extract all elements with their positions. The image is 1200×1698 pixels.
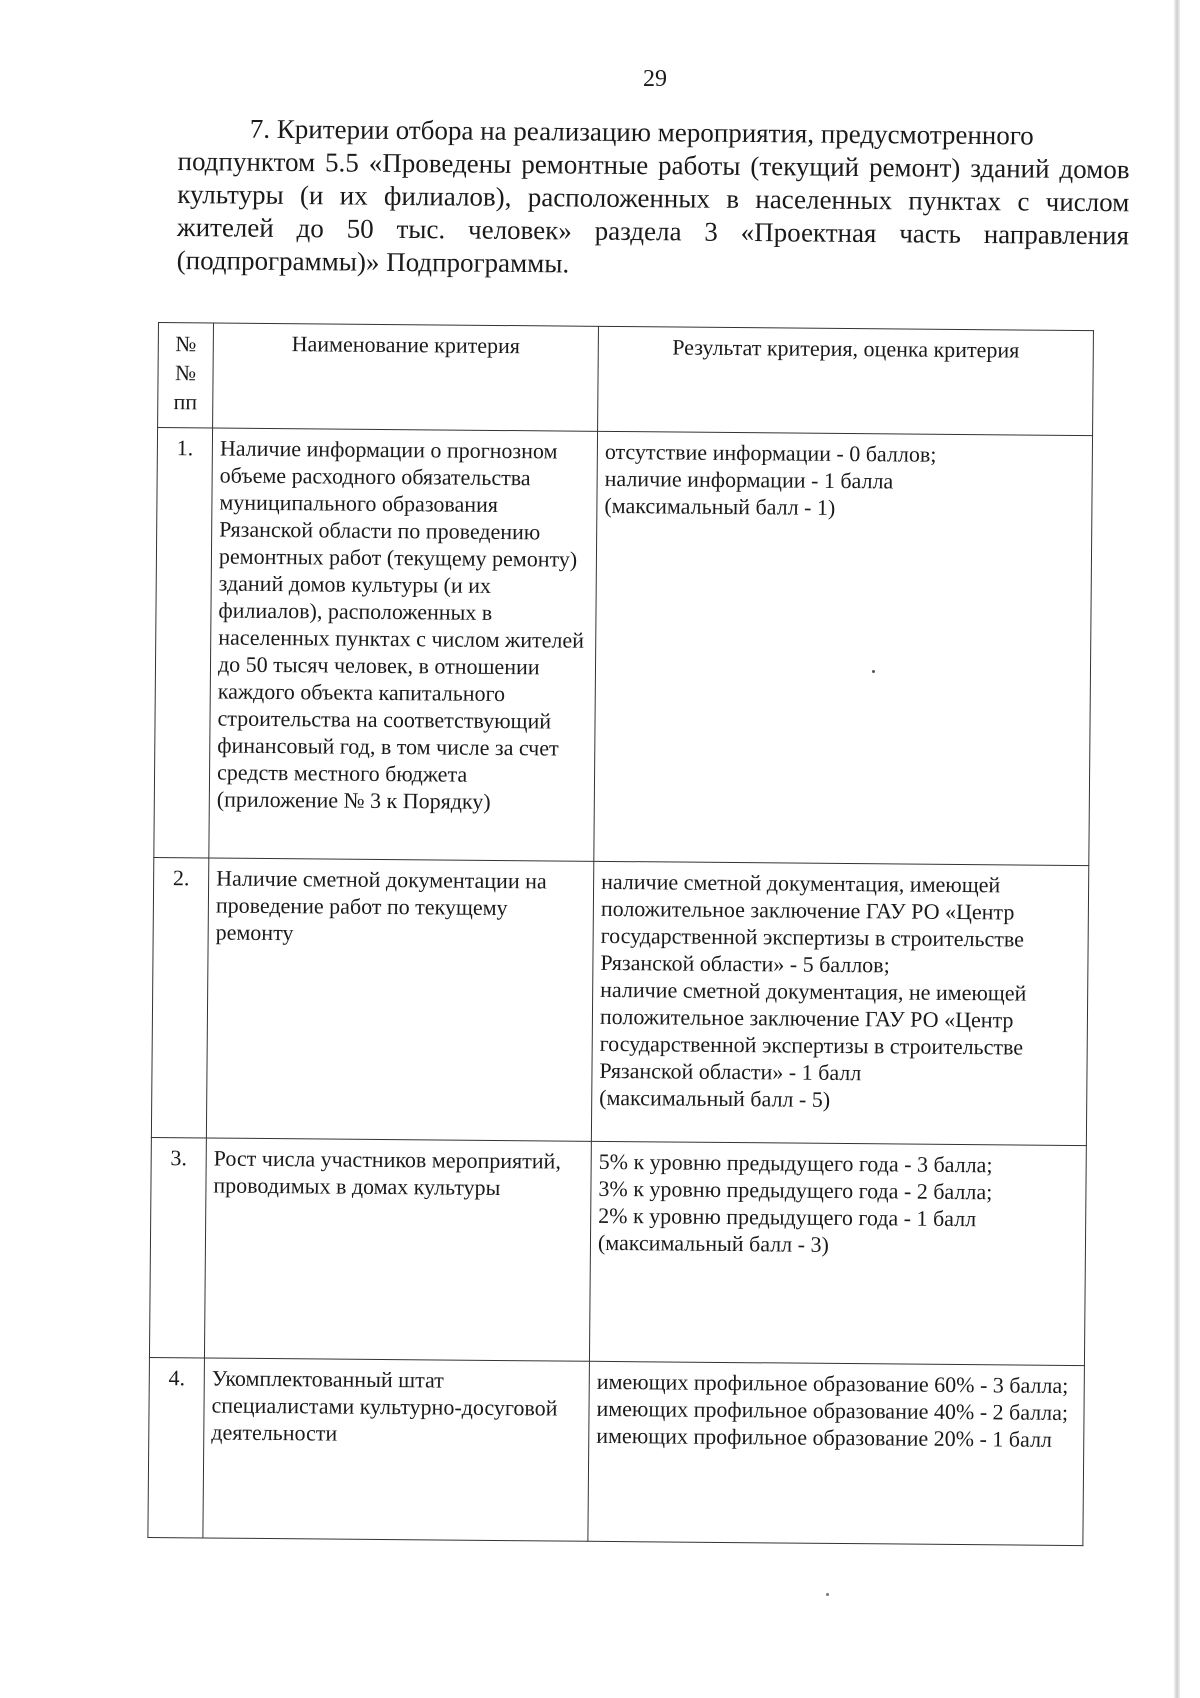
row-num: 1.: [154, 428, 213, 858]
scan-speck: [872, 670, 875, 673]
table-row: [154, 428, 1093, 866]
intro-first-line: 7. Критерии отбора на реализацию мероприятия, предусмотренного: [249, 113, 1034, 151]
row-criterion: Рост числа участников мероприятий, проводимых в домах культуры: [204, 1138, 591, 1361]
row-num: 4.: [148, 1357, 205, 1537]
row-criterion: Наличие сметной документации на проведение работ по текущему ремонту: [206, 858, 593, 1141]
header-name: Наименование критерия: [213, 323, 599, 431]
row-num: 3.: [149, 1137, 206, 1357]
intro-rest: подпунктом 5.5 «Проведены ремонтные работы (текущий ремонт) зданий домов культуры (и их филиалов), расположенных в населенных пунктах с числом жителей до 50 тыс. человек» раздела 3 «Проектная часть направления (подпрограммы)» Подпрограммы.: [176, 145, 1130, 279]
table-header-row: [158, 323, 1094, 436]
page-number: 29: [643, 66, 667, 92]
header-num: № № пп: [158, 323, 214, 428]
row-result: отсутствие информации - 0 баллов; наличие информации - 1 балла (максимальный балл - 1): [594, 431, 1093, 865]
row-result: имеющих профильное образование 60% - 3 балла; имеющих профильное образование 40% - 2 балла; имеющих профильное образование 20% - 1 балл: [588, 1361, 1085, 1545]
table-row: [151, 857, 1088, 1145]
intro-paragraph: [177, 112, 1130, 285]
row-result: наличие сметной документация, имеющей положительное заключение ГАУ РО «Центр государственной экспертизы в строительстве Рязанской области» - 5 баллов; наличие сметной документация, не имеющей положительное заключение ГАУ РО «Центр государственной экспертизы в строительстве Рязанской области» - 1 балл (максимальный балл - 5): [591, 861, 1088, 1145]
scan-speck: [826, 1593, 829, 1596]
row-result: 5% к уровню предыдущего года - 3 балла; 3% к уровню предыдущего года - 2 балла; 2% к уровню предыдущего года - 1 балл (максимальный балл - 3): [589, 1141, 1086, 1365]
criteria-table: [147, 322, 1094, 1546]
table-row: [149, 1137, 1086, 1365]
row-num: 2.: [151, 857, 208, 1137]
row-criterion: Укомплектованный штат специалистами культурно-досуговой деятельности: [203, 1358, 590, 1541]
page-edge: [1174, 0, 1180, 1698]
table-row: [148, 1357, 1085, 1545]
row-criterion: Наличие информации о прогнозном объеме расходного обязательства муниципального образования Рязанской области по проведению ремонтных работ (текущему ремонту) зданий домов культуры (и их филиалов), расположенных в населенных пунктах с числом жителей до 50 тысяч человек, в отношении каждого объекта капитального строительства на соответствующий финансовый год, в том числе за счет средств местного бюджета (приложение № 3 к Порядку): [209, 428, 598, 861]
header-result: Результат критерия, оценка критерия: [598, 326, 1094, 435]
